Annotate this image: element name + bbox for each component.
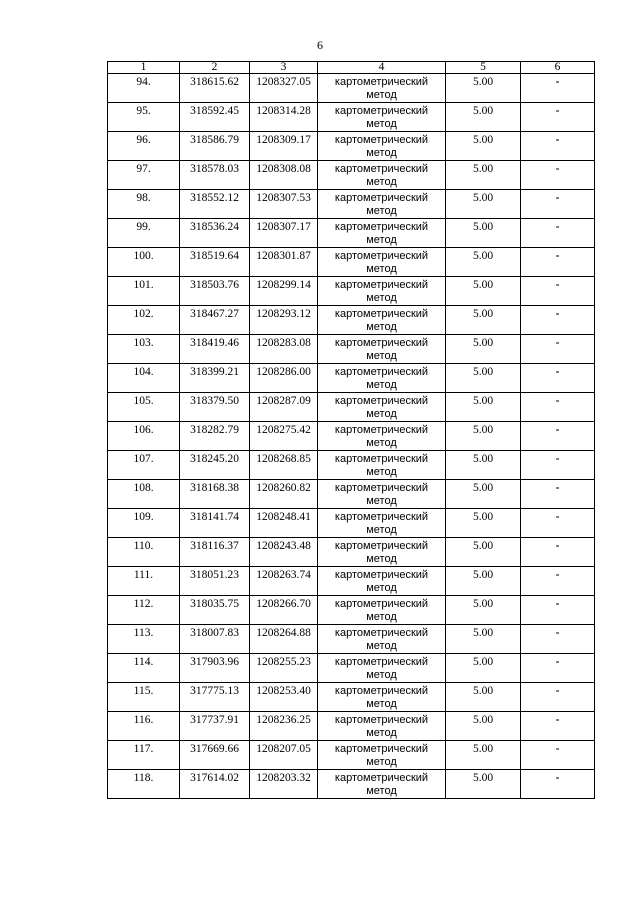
- x-coordinate-cell: 318141.74: [180, 509, 250, 538]
- point-number-cell: 104.: [108, 364, 180, 393]
- note-cell: -: [521, 683, 595, 712]
- point-number-cell: 95.: [108, 103, 180, 132]
- note-cell: -: [521, 132, 595, 161]
- y-coordinate-cell: 1208263.74: [250, 567, 318, 596]
- method-line-2: метод: [366, 234, 397, 246]
- note-cell: -: [521, 480, 595, 509]
- method-line-2: метод: [366, 176, 397, 188]
- y-coordinate-cell: 1208308.08: [250, 161, 318, 190]
- method-line-1: картометрический: [334, 511, 429, 523]
- method-line-1: картометрический: [334, 308, 429, 320]
- accuracy-cell: 5.00: [446, 335, 521, 364]
- y-coordinate-cell: 1208266.70: [250, 596, 318, 625]
- method-cell: [318, 509, 446, 538]
- point-number-cell: 97.: [108, 161, 180, 190]
- table-row: [108, 683, 595, 712]
- note-cell: -: [521, 219, 595, 248]
- method-line-2: метод: [366, 408, 397, 420]
- x-coordinate-cell: 318399.21: [180, 364, 250, 393]
- method-cell: [318, 712, 446, 741]
- note-cell: -: [521, 770, 595, 799]
- table-row: [108, 161, 595, 190]
- method-line-2: метод: [366, 321, 397, 333]
- method-cell: [318, 132, 446, 161]
- method-line-1: картометрический: [334, 134, 429, 146]
- accuracy-cell: 5.00: [446, 625, 521, 654]
- accuracy-cell: 5.00: [446, 103, 521, 132]
- x-coordinate-cell: 317737.91: [180, 712, 250, 741]
- point-number-cell: 105.: [108, 393, 180, 422]
- accuracy-cell: 5.00: [446, 451, 521, 480]
- y-coordinate-cell: 1208299.14: [250, 277, 318, 306]
- method-line-1: картометрический: [334, 221, 429, 233]
- point-number-cell: 98.: [108, 190, 180, 219]
- point-number-cell: 109.: [108, 509, 180, 538]
- method-cell: [318, 103, 446, 132]
- table-row: [108, 770, 595, 799]
- method-line-2: метод: [366, 292, 397, 304]
- method-line-1: картометрический: [334, 192, 429, 204]
- y-coordinate-cell: 1208293.12: [250, 306, 318, 335]
- y-coordinate-cell: 1208287.09: [250, 393, 318, 422]
- table-row: [108, 567, 595, 596]
- header-col-3: 3: [250, 62, 318, 74]
- note-cell: -: [521, 190, 595, 219]
- method-cell: [318, 277, 446, 306]
- method-line-1: картометрический: [334, 395, 429, 407]
- accuracy-cell: 5.00: [446, 712, 521, 741]
- method-line-2: метод: [366, 350, 397, 362]
- x-coordinate-cell: 317614.02: [180, 770, 250, 799]
- method-cell: [318, 393, 446, 422]
- method-line-2: метод: [366, 524, 397, 536]
- point-number-cell: 115.: [108, 683, 180, 712]
- accuracy-cell: 5.00: [446, 306, 521, 335]
- method-cell: [318, 596, 446, 625]
- note-cell: -: [521, 306, 595, 335]
- accuracy-cell: 5.00: [446, 538, 521, 567]
- method-cell: [318, 190, 446, 219]
- accuracy-cell: 5.00: [446, 567, 521, 596]
- y-coordinate-cell: 1208309.17: [250, 132, 318, 161]
- table-row: [108, 480, 595, 509]
- table-row: [108, 451, 595, 480]
- table-row: [108, 654, 595, 683]
- x-coordinate-cell: 318419.46: [180, 335, 250, 364]
- method-line-2: метод: [366, 118, 397, 130]
- x-coordinate-cell: 318586.79: [180, 132, 250, 161]
- method-cell: [318, 306, 446, 335]
- table-row: [108, 132, 595, 161]
- point-number-cell: 118.: [108, 770, 180, 799]
- x-coordinate-cell: 318168.38: [180, 480, 250, 509]
- table-header: [108, 62, 595, 74]
- note-cell: -: [521, 509, 595, 538]
- table-row: [108, 538, 595, 567]
- method-line-1: картометрический: [334, 337, 429, 349]
- method-line-1: картометрический: [334, 482, 429, 494]
- point-number-cell: 112.: [108, 596, 180, 625]
- method-cell: [318, 567, 446, 596]
- table-row: [108, 277, 595, 306]
- table-row: [108, 596, 595, 625]
- method-cell: [318, 538, 446, 567]
- x-coordinate-cell: 318379.50: [180, 393, 250, 422]
- method-line-1: картометрический: [334, 656, 429, 668]
- note-cell: -: [521, 74, 595, 103]
- table-row: [108, 712, 595, 741]
- accuracy-cell: 5.00: [446, 393, 521, 422]
- point-number-cell: 113.: [108, 625, 180, 654]
- table-row: [108, 219, 595, 248]
- method-line-1: картометрический: [334, 105, 429, 117]
- y-coordinate-cell: 1208236.25: [250, 712, 318, 741]
- table-row: [108, 741, 595, 770]
- note-cell: -: [521, 567, 595, 596]
- y-coordinate-cell: 1208248.41: [250, 509, 318, 538]
- table-row: [108, 509, 595, 538]
- x-coordinate-cell: 318592.45: [180, 103, 250, 132]
- table-row: [108, 625, 595, 654]
- method-cell: [318, 480, 446, 509]
- header-row: [108, 62, 595, 74]
- method-line-2: метод: [366, 698, 397, 710]
- method-cell: [318, 422, 446, 451]
- table-row: [108, 248, 595, 277]
- x-coordinate-cell: 317903.96: [180, 654, 250, 683]
- accuracy-cell: 5.00: [446, 364, 521, 393]
- note-cell: -: [521, 596, 595, 625]
- note-cell: -: [521, 741, 595, 770]
- y-coordinate-cell: 1208301.87: [250, 248, 318, 277]
- method-line-1: картометрический: [334, 540, 429, 552]
- table-row: [108, 190, 595, 219]
- method-line-2: метод: [366, 640, 397, 652]
- table-row: [108, 422, 595, 451]
- note-cell: -: [521, 161, 595, 190]
- x-coordinate-cell: 318051.23: [180, 567, 250, 596]
- method-line-2: метод: [366, 553, 397, 565]
- table-row: [108, 364, 595, 393]
- method-line-2: метод: [366, 495, 397, 507]
- x-coordinate-cell: 318007.83: [180, 625, 250, 654]
- y-coordinate-cell: 1208283.08: [250, 335, 318, 364]
- method-cell: [318, 74, 446, 103]
- y-coordinate-cell: 1208260.82: [250, 480, 318, 509]
- point-number-cell: 102.: [108, 306, 180, 335]
- accuracy-cell: 5.00: [446, 190, 521, 219]
- y-coordinate-cell: 1208253.40: [250, 683, 318, 712]
- note-cell: -: [521, 335, 595, 364]
- method-line-2: метод: [366, 379, 397, 391]
- note-cell: -: [521, 248, 595, 277]
- table-row: [108, 393, 595, 422]
- method-line-1: картометрический: [334, 76, 429, 88]
- method-line-1: картометрический: [334, 569, 429, 581]
- accuracy-cell: 5.00: [446, 741, 521, 770]
- point-number-cell: 116.: [108, 712, 180, 741]
- point-number-cell: 100.: [108, 248, 180, 277]
- coordinates-table: [107, 61, 595, 799]
- method-line-2: метод: [366, 756, 397, 768]
- header-col-4: 4: [318, 62, 446, 74]
- accuracy-cell: 5.00: [446, 132, 521, 161]
- y-coordinate-cell: 1208307.17: [250, 219, 318, 248]
- y-coordinate-cell: 1208264.88: [250, 625, 318, 654]
- note-cell: -: [521, 364, 595, 393]
- method-line-1: картометрический: [334, 714, 429, 726]
- method-cell: [318, 770, 446, 799]
- method-cell: [318, 654, 446, 683]
- method-cell: [318, 219, 446, 248]
- y-coordinate-cell: 1208286.00: [250, 364, 318, 393]
- method-line-1: картометрический: [334, 163, 429, 175]
- note-cell: -: [521, 538, 595, 567]
- x-coordinate-cell: 318519.64: [180, 248, 250, 277]
- accuracy-cell: 5.00: [446, 480, 521, 509]
- point-number-cell: 96.: [108, 132, 180, 161]
- x-coordinate-cell: 317669.66: [180, 741, 250, 770]
- x-coordinate-cell: 318245.20: [180, 451, 250, 480]
- accuracy-cell: 5.00: [446, 654, 521, 683]
- point-number-cell: 94.: [108, 74, 180, 103]
- y-coordinate-cell: 1208207.05: [250, 741, 318, 770]
- note-cell: -: [521, 654, 595, 683]
- y-coordinate-cell: 1208275.42: [250, 422, 318, 451]
- method-line-2: метод: [366, 669, 397, 681]
- x-coordinate-cell: 318536.24: [180, 219, 250, 248]
- y-coordinate-cell: 1208243.48: [250, 538, 318, 567]
- method-cell: [318, 683, 446, 712]
- method-line-1: картометрический: [334, 772, 429, 784]
- table-row: [108, 335, 595, 364]
- point-number-cell: 117.: [108, 741, 180, 770]
- accuracy-cell: 5.00: [446, 74, 521, 103]
- method-line-1: картометрический: [334, 250, 429, 262]
- table-row: [108, 74, 595, 103]
- y-coordinate-cell: 1208203.32: [250, 770, 318, 799]
- method-line-2: метод: [366, 466, 397, 478]
- method-cell: [318, 161, 446, 190]
- method-cell: [318, 625, 446, 654]
- header-col-6: 6: [521, 62, 595, 74]
- x-coordinate-cell: 318116.37: [180, 538, 250, 567]
- x-coordinate-cell: 318035.75: [180, 596, 250, 625]
- accuracy-cell: 5.00: [446, 277, 521, 306]
- method-line-2: метод: [366, 611, 397, 623]
- note-cell: -: [521, 712, 595, 741]
- method-cell: [318, 364, 446, 393]
- point-number-cell: 101.: [108, 277, 180, 306]
- method-line-2: метод: [366, 205, 397, 217]
- method-line-1: картометрический: [334, 743, 429, 755]
- header-col-2: 2: [180, 62, 250, 74]
- note-cell: -: [521, 393, 595, 422]
- x-coordinate-cell: 317775.13: [180, 683, 250, 712]
- method-line-1: картометрический: [334, 366, 429, 378]
- method-line-1: картометрический: [334, 598, 429, 610]
- table-row: [108, 103, 595, 132]
- y-coordinate-cell: 1208307.53: [250, 190, 318, 219]
- point-number-cell: 108.: [108, 480, 180, 509]
- point-number-cell: 114.: [108, 654, 180, 683]
- method-line-1: картометрический: [334, 627, 429, 639]
- note-cell: -: [521, 422, 595, 451]
- point-number-cell: 103.: [108, 335, 180, 364]
- y-coordinate-cell: 1208327.05: [250, 74, 318, 103]
- method-cell: [318, 248, 446, 277]
- point-number-cell: 106.: [108, 422, 180, 451]
- method-line-2: метод: [366, 785, 397, 797]
- x-coordinate-cell: 318552.12: [180, 190, 250, 219]
- accuracy-cell: 5.00: [446, 248, 521, 277]
- method-cell: [318, 335, 446, 364]
- method-line-1: картометрический: [334, 685, 429, 697]
- method-line-2: метод: [366, 727, 397, 739]
- note-cell: -: [521, 451, 595, 480]
- y-coordinate-cell: 1208314.28: [250, 103, 318, 132]
- y-coordinate-cell: 1208255.23: [250, 654, 318, 683]
- accuracy-cell: 5.00: [446, 161, 521, 190]
- accuracy-cell: 5.00: [446, 219, 521, 248]
- method-line-1: картометрический: [334, 279, 429, 291]
- x-coordinate-cell: 318467.27: [180, 306, 250, 335]
- method-line-2: метод: [366, 147, 397, 159]
- method-line-2: метод: [366, 437, 397, 449]
- method-line-2: метод: [366, 89, 397, 101]
- accuracy-cell: 5.00: [446, 422, 521, 451]
- x-coordinate-cell: 318503.76: [180, 277, 250, 306]
- table-body: [108, 74, 595, 799]
- header-col-1: 1: [108, 62, 180, 74]
- accuracy-cell: 5.00: [446, 770, 521, 799]
- x-coordinate-cell: 318615.62: [180, 74, 250, 103]
- note-cell: -: [521, 625, 595, 654]
- point-number-cell: 99.: [108, 219, 180, 248]
- header-col-5: 5: [446, 62, 521, 74]
- method-line-1: картометрический: [334, 453, 429, 465]
- method-cell: [318, 451, 446, 480]
- method-cell: [318, 741, 446, 770]
- y-coordinate-cell: 1208268.85: [250, 451, 318, 480]
- note-cell: -: [521, 103, 595, 132]
- page-number: 6: [317, 38, 323, 52]
- note-cell: -: [521, 277, 595, 306]
- accuracy-cell: 5.00: [446, 683, 521, 712]
- accuracy-cell: 5.00: [446, 509, 521, 538]
- accuracy-cell: 5.00: [446, 596, 521, 625]
- method-line-1: картометрический: [334, 424, 429, 436]
- point-number-cell: 110.: [108, 538, 180, 567]
- x-coordinate-cell: 318578.03: [180, 161, 250, 190]
- point-number-cell: 107.: [108, 451, 180, 480]
- method-line-2: метод: [366, 582, 397, 594]
- x-coordinate-cell: 318282.79: [180, 422, 250, 451]
- method-line-2: метод: [366, 263, 397, 275]
- table-row: [108, 306, 595, 335]
- point-number-cell: 111.: [108, 567, 180, 596]
